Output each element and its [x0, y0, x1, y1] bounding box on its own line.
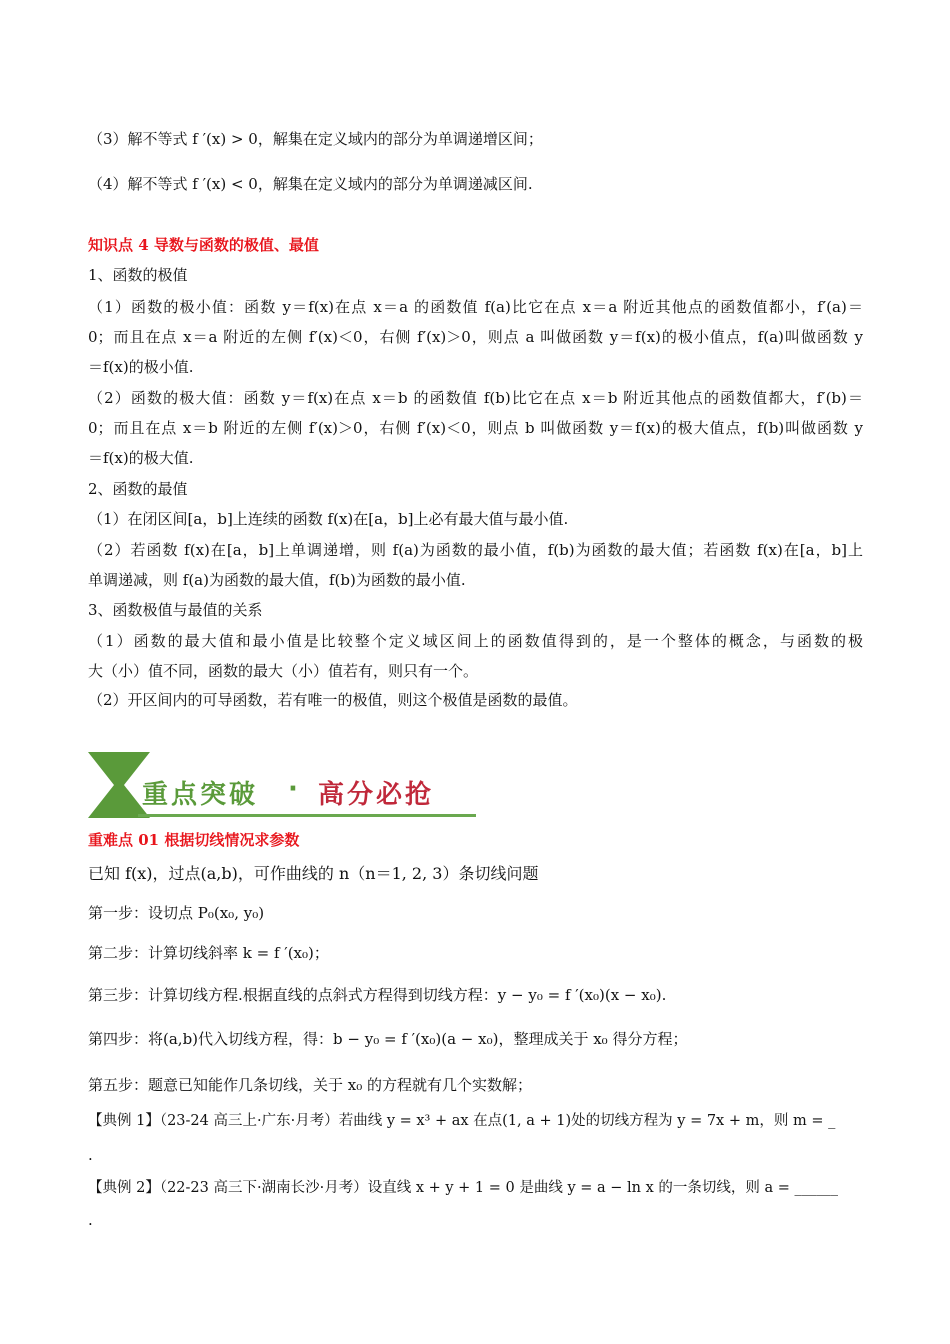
subheading: 1、函数的极值 [88, 266, 188, 284]
text-line: 单调递减，则 f(a)为函数的最大值，f(b)为函数的最小值. [88, 571, 466, 589]
section-heading: 重难点 01 根据切线情况求参数 [88, 831, 300, 849]
step-5: 第五步：题意已知能作几条切线，关于 x₀ 的方程就有几个实数解； [88, 1076, 533, 1094]
text-line: ＝f(x)的极大值. [88, 449, 194, 467]
banner-left: 重点突破 [142, 780, 259, 810]
text-line: 已知 f(x)，过点(a,b)，可作曲线的 n（n＝1, 2, 3）条切线问题 [88, 864, 539, 883]
text-line: （2）若函数 f(x)在[a，b]上单调递增，则 f(a)为函数的最小值，f(b)为函数的最大值；若函数 f(x)在[a，b]上 [88, 541, 863, 559]
example-2: 【典例 2】（22-23 高三下·湖南长沙·月考）设直线 x + y + 1 = 0 是曲线 y = a − ln x 的一条切线，则 a = ______ [88, 1180, 839, 1196]
section-heading: 知识点 4 导数与函数的极值、最值 [88, 236, 319, 254]
text-line: （2）函数的极大值：函数 y＝f(x)在点 x＝b 的函数值 f(b)比它在点 x＝b 附近其他点的函数值都大，f′(b)＝ [88, 389, 863, 407]
step-3: 第三步：计算切线方程.根据直线的点斜式方程得到切线方程：y − y₀ = f ′(x₀)(x − x₀). [88, 986, 667, 1004]
example-1: 【典例 1】（23-24 高三上·广东·月考）若曲线 y = x³ + ax 在点(1, a + 1)处的切线方程为 y = 7x + m，则 m = _ [88, 1113, 836, 1129]
text-line: . [88, 1211, 93, 1229]
text-line: 0；而且在点 x＝a 附近的左侧 f′(x)＜0，右侧 f′(x)＞0，则点 a 叫做函数 y＝f(x)的极小值点，f(a)叫做函数 y [88, 328, 863, 346]
text-line: （1）函数的极小值：函数 y＝f(x)在点 x＝a 的函数值 f(a)比它在点 x＝a 附近其他点的函数值都小，f′(a)＝ [88, 298, 863, 316]
step-4: 第四步：将(a,b)代入切线方程，得：b − y₀ = f ′(x₀)(a − x₀)，整理成关于 x₀ 得分方程； [88, 1030, 688, 1048]
ineq-3: （3）解不等式 f ′(x) > 0，解集在定义域内的部分为单调递增区间； [88, 130, 543, 148]
section-banner [88, 752, 476, 820]
subheading: 2、函数的最值 [88, 480, 188, 498]
text-line: 0；而且在点 x＝b 附近的左侧 f′(x)＞0，右侧 f′(x)＜0，则点 b 叫做函数 y＝f(x)的极大值点，f(b)叫做函数 y [88, 419, 863, 437]
text-line: （1）函数的最大值和最小值是比较整个定义域区间上的函数值得到的，是一个整体的概念，与函数的极 [88, 632, 863, 650]
ineq-4: （4）解不等式 f ′(x) < 0，解集在定义域内的部分为单调递减区间. [88, 175, 533, 193]
banner-underline [138, 814, 476, 817]
text-line: . [88, 1146, 93, 1164]
text-line: （1）在闭区间[a，b]上连续的函数 f(x)在[a，b]上必有最大值与最小值. [88, 510, 569, 528]
banner-right: 高分必抢 [318, 780, 435, 810]
step-1: 第一步：设切点 P₀(x₀, y₀) [88, 904, 265, 922]
step-2: 第二步：计算切线斜率 k = f ′(x₀)； [88, 944, 329, 962]
subheading: 3、函数极值与最值的关系 [88, 601, 263, 619]
text-line: 大（小）值不同，函数的最大（小）值若有，则只有一个。 [88, 662, 479, 680]
text-line: ＝f(x)的极小值. [88, 358, 194, 376]
text-line: （2）开区间内的可导函数，若有唯一的极值，则这个极值是函数的最值。 [88, 691, 578, 709]
banner-dot: · [288, 774, 301, 804]
